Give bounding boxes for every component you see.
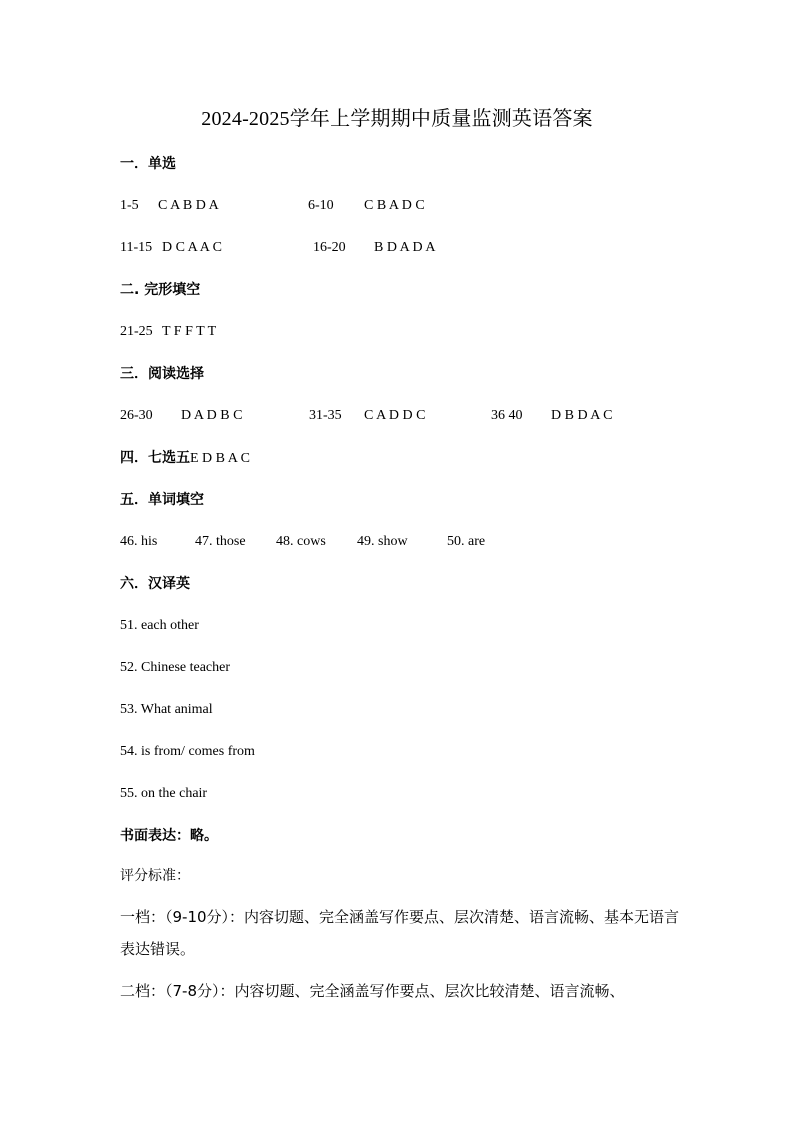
seven-choose-five-line [120,447,250,470]
answer-row [120,237,680,259]
translation-answer: 53. What animal [120,702,213,717]
answer-letters: C B A D C [364,198,425,213]
word-answer: 49. show [357,534,408,549]
answer-letters: C A B D A [158,198,219,213]
answer-row [120,321,680,343]
section-heading-writing: 书面表达：略。 [120,828,218,844]
answer-letters: D B D A C [551,408,613,423]
section-heading-cloze: 二. 完形填空 [120,282,201,298]
question-range: 11-15 [120,240,153,255]
translation-answer: 55. on the chair [120,786,208,801]
answer-row [120,195,680,217]
question-range: 6-10 [308,198,334,213]
answer-letters: B D A D A [374,240,436,255]
section-heading-word-fill: 五．单词填空 [120,492,204,508]
section-heading-single-choice: 一．单选 [120,156,176,172]
answer-letters: E D B A C [190,451,250,466]
word-answer: 47. those [195,534,246,549]
scoring-criteria-label: 评分标准： [120,868,190,884]
answer-row [120,405,680,427]
question-range: 36 40 [491,408,523,423]
word-answer: 48. cows [276,534,326,549]
section-heading-translation: 六．汉译英 [120,576,190,592]
scoring-level-2: 二档：（7-8分）：内容切题、完全涵盖写作要点、层次比较清楚、语言流畅、 [120,982,625,1000]
question-range: 21-25 [120,324,153,339]
page-title: 2024-2025学年上学期期中质量监测英语答案 [201,108,593,130]
section-heading-seven-choose-five: 四．七选五 [120,450,190,466]
translation-answer: 52. Chinese teacher [120,660,231,675]
question-range: 26-30 [120,408,153,423]
word-fill-row [120,531,680,553]
answer-letters: D C A A C [162,240,222,255]
question-range: 16-20 [313,240,346,255]
section-heading-reading: 三．阅读选择 [120,366,204,382]
translation-answer: 51. each other [120,618,199,633]
answer-letters: D A D B C [181,408,243,423]
answer-letters: C A D D C [364,408,426,423]
question-range: 31-35 [309,408,342,423]
answer-letters: T F F T T [162,324,217,339]
scoring-level-1: 一档：（9-10分）：内容切题、完全涵盖写作要点、层次清楚、语言流畅、基本无语言表达错误。 [120,908,680,958]
translation-answer: 54. is from/ comes from [120,744,255,759]
word-answer: 46. his [120,534,158,549]
question-range: 1-5 [120,198,139,213]
word-answer: 50. are [447,534,486,549]
